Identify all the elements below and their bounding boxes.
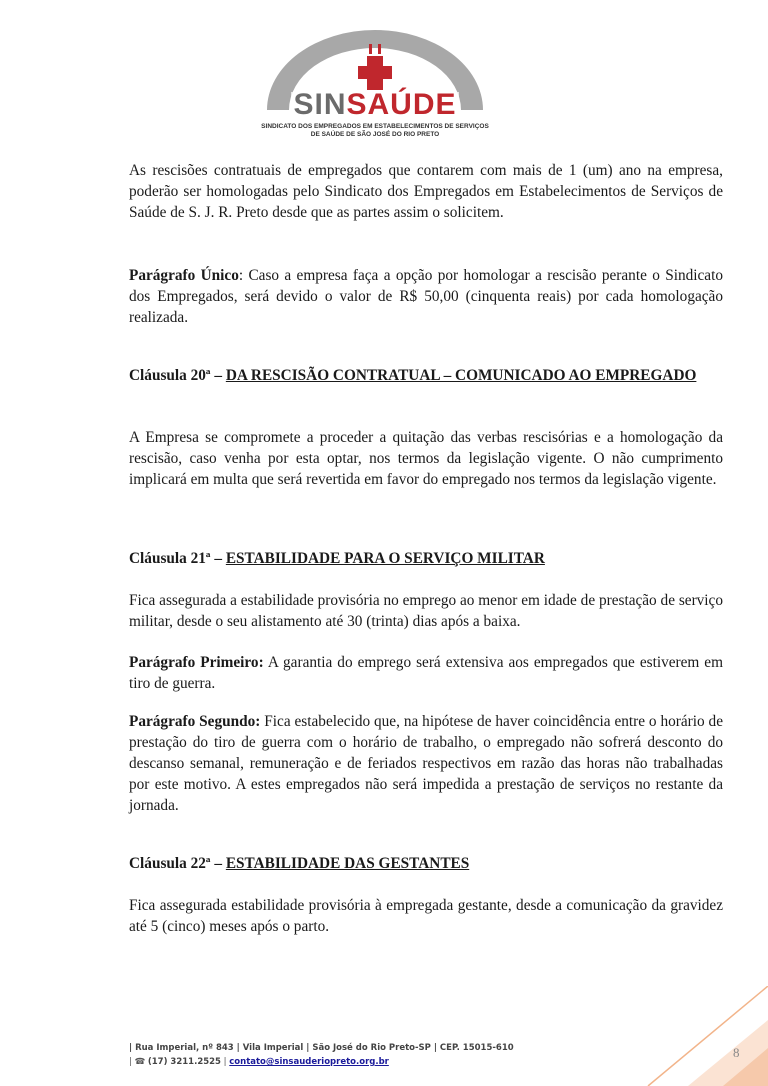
logo-subtitle-line1: SINDICATO DOS EMPREGADOS EM ESTABELECIMENTOS DE SERVIÇOS bbox=[261, 123, 489, 130]
footer-address: | Rua Imperial, nº 843 | Vila Imperial | São José do Rio Preto-SP | CEP. 15015-610 bbox=[129, 1043, 514, 1053]
logo-subtitle-line2: DE SAÚDE DE SÃO JOSÉ DO RIO PRETO bbox=[310, 131, 440, 138]
clause-20 bbox=[129, 365, 723, 386]
footer-email-link[interactable]: contato@sinsauderiopreto.org.br bbox=[229, 1057, 389, 1067]
clause-20-body bbox=[129, 427, 723, 490]
first-paragraph-text: A garantia do emprego será extensiva aos empregados que estiverem em tiro de guerra. bbox=[129, 654, 723, 692]
intro-section bbox=[129, 160, 723, 223]
clause-20-paragraph: A Empresa se compromete a proceder a quitação das verbas rescisórias e a homologação da rescisão, caso venha por esta optar, nos termos da legislação vigente. O não cumprimento implicará em multa que será revertida em favor do empregado nos termos da legislação vigente. bbox=[129, 429, 723, 488]
sinsaude-logo bbox=[255, 22, 495, 142]
clause-22-title: ESTABILIDADE DAS GESTANTES bbox=[225, 855, 470, 872]
clause-21 bbox=[129, 548, 723, 569]
intro-unique-paragraph bbox=[129, 265, 723, 328]
clause-20-heading: Cláusula 20ª – DA RESCISÃO CONTRATUAL – COMUNICADO AO EMPREGADO bbox=[129, 367, 697, 384]
clause-22 bbox=[129, 853, 723, 874]
footer bbox=[129, 1041, 514, 1069]
first-paragraph-label: Parágrafo Primeiro: bbox=[129, 654, 264, 671]
unique-paragraph-label: Parágrafo Único bbox=[129, 267, 239, 284]
clause-21-first-paragraph bbox=[129, 652, 723, 694]
clause-21-paragraph: Fica assegurada a estabilidade provisória no emprego ao menor em idade de prestação de serviço militar, desde o seu alistamento até 30 (trinta) dias após a baixa. bbox=[129, 592, 723, 630]
footer-phone: (17) 3211.2525 bbox=[147, 1057, 221, 1067]
clause-22-body bbox=[129, 895, 723, 937]
corner-decoration-icon bbox=[628, 986, 768, 1086]
second-paragraph-text: Fica estabelecido que, na hipótese de haver coincidência entre o horário de prestação do tiro de guerra com o horário de trabalho, o empregado não sofrerá desconto do descanso semanal, remuneração e de feriados respectivos em razão das horas não trabalhadas por este motivo. A estes empregados não será impedida a prestação de serviços no restante da jornada. bbox=[129, 713, 723, 814]
clause-21-body bbox=[129, 590, 723, 632]
clause-21-second-paragraph bbox=[129, 711, 723, 816]
logo-name: SINSAÚDE bbox=[293, 88, 457, 121]
phone-icon: ☎ bbox=[134, 1057, 146, 1067]
second-paragraph-label: Parágrafo Segundo: bbox=[129, 713, 261, 730]
page-number: 8 bbox=[733, 1045, 740, 1060]
unique-paragraph-text: : Caso a empresa faça a opção por homologar a rescisão perante o Sindicato dos Empregados, será devido o valor de R$ 50,00 (cinquenta reais) por cada homologação realizada. bbox=[129, 267, 723, 326]
intro-paragraph: As rescisões contratuais de empregados que contarem com mais de 1 (um) ano na empresa, poderão ser homologadas pelo Sindicato dos Empregados em Estabelecimentos de Serviços de Saúde de S. J. R. Preto desde que as partes assim o solicitem. bbox=[129, 162, 723, 221]
clause-21-heading: Cláusula 21ª – ESTABILIDADE PARA O SERVIÇO MILITAR bbox=[129, 550, 545, 567]
clause-22-paragraph: Fica assegurada estabilidade provisória à empregada gestante, desde a comunicação da gravidez até 5 (cinco) meses após o parto. bbox=[129, 897, 723, 935]
clause-20-title: DA RESCISÃO CONTRATUAL – COMUNICADO AO EMPREGADO bbox=[225, 367, 697, 384]
clause-21-title: ESTABILIDADE PARA O SERVIÇO MILITAR bbox=[225, 550, 545, 567]
footer-contact: | ☎ (17) 3211.2525 | contato@sinsauderiopreto.org.br bbox=[129, 1057, 389, 1067]
clause-22-heading: Cláusula 22ª – ESTABILIDADE DAS GESTANTES bbox=[129, 855, 470, 872]
